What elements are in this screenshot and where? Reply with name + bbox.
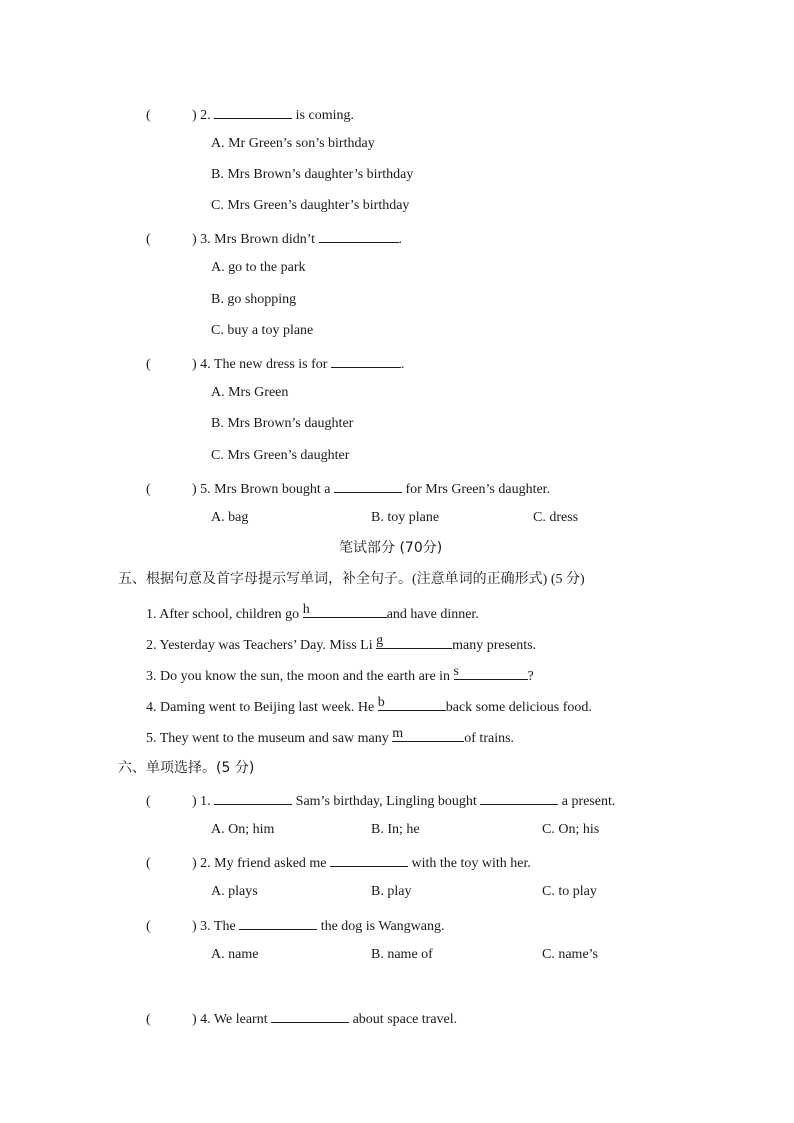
answer-blank[interactable] xyxy=(319,228,399,243)
option: C. buy a toy plane xyxy=(211,323,314,338)
fill-blank[interactable]: m xyxy=(392,727,464,742)
option: C. On; his xyxy=(542,822,600,837)
answer-paren[interactable]: ( xyxy=(146,919,151,934)
answer-paren[interactable]: ( xyxy=(146,232,151,247)
option: A. name xyxy=(211,947,259,962)
answer-blank[interactable] xyxy=(331,353,401,368)
option: C. name’s xyxy=(542,947,598,962)
option: B. In; he xyxy=(371,822,420,837)
option: C. dress xyxy=(533,510,579,525)
option: C. to play xyxy=(542,884,597,899)
answer-paren[interactable]: ( xyxy=(146,856,151,871)
written-part-title: 笔试部分 (70分) xyxy=(339,540,443,556)
answer-paren[interactable]: ( xyxy=(146,1012,151,1027)
question-4: ( ) 4. The new dress is for . xyxy=(146,353,404,374)
option: A. plays xyxy=(211,884,258,899)
answer-blank[interactable] xyxy=(480,790,558,805)
answer-paren[interactable]: ( xyxy=(146,482,151,497)
choice-question-3: ( ) 3. The the dog is Wangwang. xyxy=(146,915,445,936)
answer-paren[interactable]: ( xyxy=(146,794,151,809)
answer-blank[interactable] xyxy=(330,852,408,867)
fill-blank[interactable]: h xyxy=(303,603,387,618)
question-3: ( ) 3. Mrs Brown didn’t . xyxy=(146,228,402,249)
choice-question-4: ( ) 4. We learnt about space travel. xyxy=(146,1008,457,1029)
answer-blank[interactable] xyxy=(214,790,292,805)
option: A. Mrs Green xyxy=(211,385,289,400)
option: B. Mrs Brown’s daughter’s birthday xyxy=(211,167,414,182)
option: B. Mrs Brown’s daughter xyxy=(211,416,354,431)
answer-paren[interactable]: ( xyxy=(146,357,151,372)
answer-blank[interactable] xyxy=(214,104,292,119)
option: A. bag xyxy=(211,510,249,525)
fill-item-4: 4. Daming went to Beijing last week. He b back some delicious food. xyxy=(146,695,592,715)
option: B. name of xyxy=(371,947,433,962)
option: A. Mr Green’s son’s birthday xyxy=(211,136,375,151)
option: B. toy plane xyxy=(371,510,440,525)
option: A. go to the park xyxy=(211,260,306,275)
answer-blank[interactable] xyxy=(334,478,402,493)
fill-item-3: 3. Do you know the sun, the moon and the earth are in s ? xyxy=(146,664,534,684)
section-5-title: 五、根据句意及首字母提示写单词，补全句子。(注意单词的正确形式) (5 分) xyxy=(118,571,585,587)
option: B. play xyxy=(371,884,412,899)
answer-blank[interactable] xyxy=(239,915,317,930)
fill-blank[interactable]: s xyxy=(454,665,528,680)
option: C. Mrs Green’s daughter’s birthday xyxy=(211,198,410,213)
question-5: ( ) 5. Mrs Brown bought a for Mrs Green’s daughter. xyxy=(146,478,550,499)
choice-question-1: ( ) 1. Sam’s birthday, Lingling bought a present. xyxy=(146,790,615,811)
choice-question-2: ( ) 2. My friend asked me with the toy with her. xyxy=(146,852,531,873)
answer-blank[interactable] xyxy=(271,1008,349,1023)
question-2: ( ) 2. is coming. xyxy=(146,104,354,125)
fill-item-5: 5. They went to the museum and saw many m of trains. xyxy=(146,726,515,746)
option: C. Mrs Green’s daughter xyxy=(211,448,350,463)
option: B. go shopping xyxy=(211,292,297,307)
fill-blank[interactable]: g xyxy=(376,634,452,649)
fill-item-2: 2. Yesterday was Teachers’ Day. Miss Li g many presents. xyxy=(146,633,537,653)
fill-item-1: 1. After school, children go h and have dinner. xyxy=(146,602,479,622)
answer-paren[interactable]: ( xyxy=(146,108,151,123)
section-6-title: 六、单项选择。(5 分) xyxy=(118,760,255,776)
option: A. On; him xyxy=(211,822,275,837)
fill-blank[interactable]: b xyxy=(378,696,446,711)
